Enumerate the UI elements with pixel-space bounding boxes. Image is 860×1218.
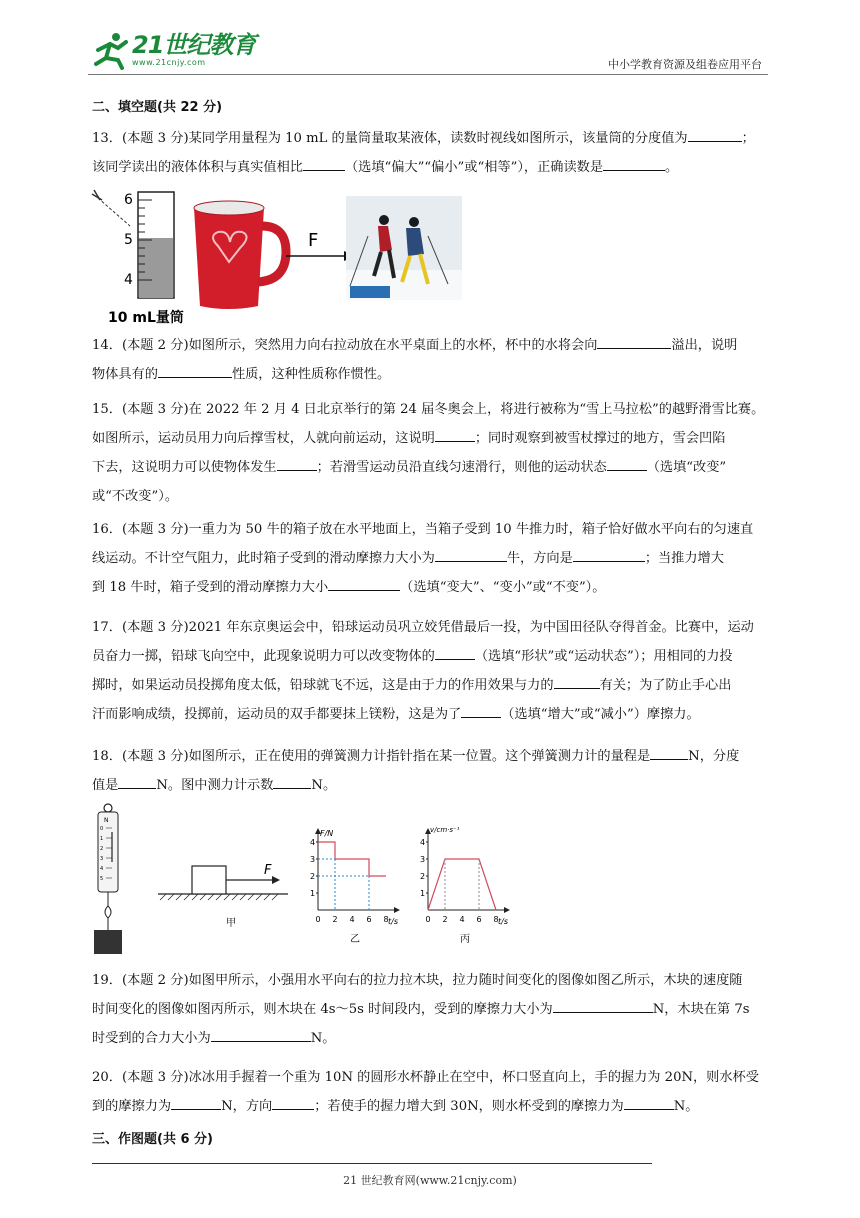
scale-tick: 2 — [100, 846, 104, 852]
answer-blank[interactable] — [171, 1095, 221, 1110]
answer-blank[interactable] — [597, 334, 671, 349]
y-tick-label: 1 — [420, 889, 426, 898]
figure-spring-scale-graphs — [88, 802, 528, 958]
platform-name: 中小学教育资源及组卷应用平台 — [608, 58, 762, 71]
y-tick-label: 4 — [310, 838, 316, 847]
series-line — [428, 859, 496, 910]
x-tick-label: 2 — [442, 915, 448, 924]
jia-force-label: F — [264, 863, 272, 878]
question-14: 14．(本题 2 分)如图所示，突然用力向右拉动放在水平桌面上的水杯，杯中的水将会向 溢出，说明 物体具有的 性质，这种性质称作惯性。 — [92, 331, 768, 389]
answer-blank[interactable] — [573, 547, 645, 562]
section-draw-title: 三、作图题(共 6 分) — [92, 1132, 213, 1147]
question-20: 20．(本题 3 分)冰冰用手握着一个重为 10N 的圆形水杯静止在空中，杯口竖直向上，手的握力为 20N，则水杯受 到的摩擦力为 N，方向 ；若使手的握力增大到 30N，则水杯受到的摩擦力为 N。 — [92, 1070, 759, 1114]
scale-tick: 5 — [100, 876, 104, 882]
logo-brand: 21世纪教育 — [132, 31, 256, 59]
y-tick-label: 3 — [310, 855, 316, 864]
force-label: F — [308, 230, 319, 251]
answer-blank[interactable] — [435, 427, 475, 442]
answer-blank[interactable] — [624, 1095, 674, 1110]
figure-cylinder-cup-skier — [88, 186, 468, 326]
question-17: 17．(本题 3 分)2021 年东京奥运会中，铅球运动员巩立姣凭借最后一投，为中国田径队夺得首金。比赛中，运动 员奋力一掷，铅球飞向空中，此现象说明力可以改变物体的 （选填“形状”或“运动状态”）；用相同的力投 掷时，如果运动员投掷角度太低，铅球就飞不远，这是由于力的作用效果与力的 有关；为了防止手心出 汗而影响成绩，投掷前，运动员的双手都要抹上镁粉，这是为了 （选填“增大”或“减小”）摩擦力。 — [92, 620, 754, 722]
answer-blank[interactable] — [211, 1027, 311, 1042]
bing-ylabel: v/cm·s⁻¹ — [430, 826, 460, 834]
jia-caption: 甲 — [226, 918, 236, 929]
answer-blank[interactable] — [303, 156, 345, 171]
answer-blank[interactable] — [435, 645, 475, 660]
runner-logo-icon — [88, 30, 132, 70]
cylinder-tick: 4 — [124, 272, 133, 288]
answer-blank[interactable] — [435, 547, 507, 562]
answer-blank[interactable] — [554, 674, 600, 689]
chart-yi — [310, 828, 400, 945]
answer-blank[interactable] — [688, 127, 742, 142]
spring-scale — [94, 804, 122, 954]
x-tick-label: 8 — [493, 915, 499, 924]
cylinder-tick: 6 — [124, 192, 133, 208]
yi-ylabel: F/N — [320, 829, 334, 838]
bing-xlabel: t/s — [498, 917, 508, 926]
y-tick-label: 2 — [310, 872, 316, 881]
question-15: 15．(本题 3 分)在 2022 年 2 月 4 日北京举行的第 24 届冬奥会上，将进行被称为“雪上马拉松”的越野滑雪比赛。 如图所示，运动员用力向后撑雪杖，人就向前运动，这说明 ；同时观察到被雪杖撑过的地方，雪会凹陷 下去，这说明力可以使物体发生 ；若滑雪运动员沿直线匀速滑行，则他的运动状态 （选填“改变” 或“不改变”）。 — [92, 402, 765, 504]
x-tick-label: 6 — [366, 915, 372, 924]
answer-blank[interactable] — [607, 456, 647, 471]
answer-blank[interactable] — [277, 456, 317, 471]
section-fill-title: 二、填空题(共 22 分) — [92, 100, 223, 115]
scale-tick: 0 — [100, 826, 104, 832]
yi-caption: 乙 — [350, 934, 360, 945]
x-tick-label: 0 — [425, 915, 431, 924]
footer-divider — [92, 1163, 652, 1164]
y-tick-label: 1 — [310, 889, 316, 898]
red-cup — [194, 201, 286, 309]
yi-xlabel: t/s — [388, 917, 398, 926]
page-header — [88, 30, 768, 75]
question-13: 13．(本题 3 分)某同学用量程为 10 mL 的量筒量取某液体，读数时视线如图所示，该量筒的分度值为 ； 该同学读出的液体体积与真实值相比 （选填“偏大”“偏小”或“相等”），正确读数是 。 — [92, 124, 768, 182]
x-tick-label: 0 — [315, 915, 321, 924]
question-18: 18．(本题 3 分)如图所示，正在使用的弹簧测力计指针指在某一位置。这个弹簧测力计的量程是 N，分度 值是 N。图中测力计示数 N。 — [92, 742, 768, 800]
scale-tick: 3 — [100, 856, 104, 862]
y-tick-label: 4 — [420, 838, 426, 847]
page-footer: 21 世纪教育网(www.21cnjy.com) — [343, 1174, 517, 1187]
answer-blank[interactable] — [603, 156, 665, 171]
answer-blank[interactable] — [273, 774, 311, 789]
x-tick-label: 4 — [349, 915, 355, 924]
cylinder-caption: 10 mL量筒 — [108, 310, 184, 326]
question-19: 19．(本题 2 分)如图甲所示，小强用水平向右的拉力拉木块，拉力随时间变化的图像如图乙所示，木块的速度随 时间变化的图像如图丙所示，则木块在 4s～5s 时间段内，受到的摩擦力大小为 N，木块在第 7s 时受到的合力大小为 N。 — [92, 973, 750, 1046]
answer-blank[interactable] — [118, 774, 156, 789]
x-tick-label: 4 — [459, 915, 465, 924]
chart-bing — [420, 826, 510, 945]
series-line — [318, 842, 386, 876]
measuring-cylinder — [108, 192, 184, 326]
scale-unit: N — [104, 817, 109, 824]
logo-url: www.21cnjy.com — [132, 58, 206, 67]
question-16: 16．(本题 3 分)一重力为 50 牛的箱子放在水平地面上，当箱子受到 10 牛推力时，箱子恰好做水平向右的匀速直 线运动。不计空气阻力，此时箱子受到的滑动摩擦力大小为 牛，方向是 ；当推力增大 到 18 牛时，箱子受到的滑动摩擦力大小 （选填“变大”、“变小”或“不变”）。 — [92, 522, 754, 595]
answer-blank[interactable] — [553, 998, 653, 1013]
x-tick-label: 8 — [383, 915, 389, 924]
answer-blank[interactable] — [272, 1095, 314, 1110]
scale-tick: 1 — [100, 836, 104, 842]
scale-tick: 4 — [100, 866, 104, 872]
cylinder-tick: 5 — [124, 232, 133, 248]
bing-caption: 丙 — [460, 934, 470, 945]
answer-blank[interactable] — [158, 363, 232, 378]
figure-jia — [158, 863, 288, 929]
answer-blank[interactable] — [461, 703, 501, 718]
y-tick-label: 2 — [420, 872, 426, 881]
answer-blank[interactable] — [328, 576, 400, 591]
x-tick-label: 2 — [332, 915, 338, 924]
skier-photo — [346, 196, 462, 300]
y-tick-label: 3 — [420, 855, 426, 864]
force-arrow — [286, 230, 354, 261]
x-tick-label: 6 — [476, 915, 482, 924]
answer-blank[interactable] — [650, 745, 688, 760]
site-logo — [88, 30, 255, 70]
